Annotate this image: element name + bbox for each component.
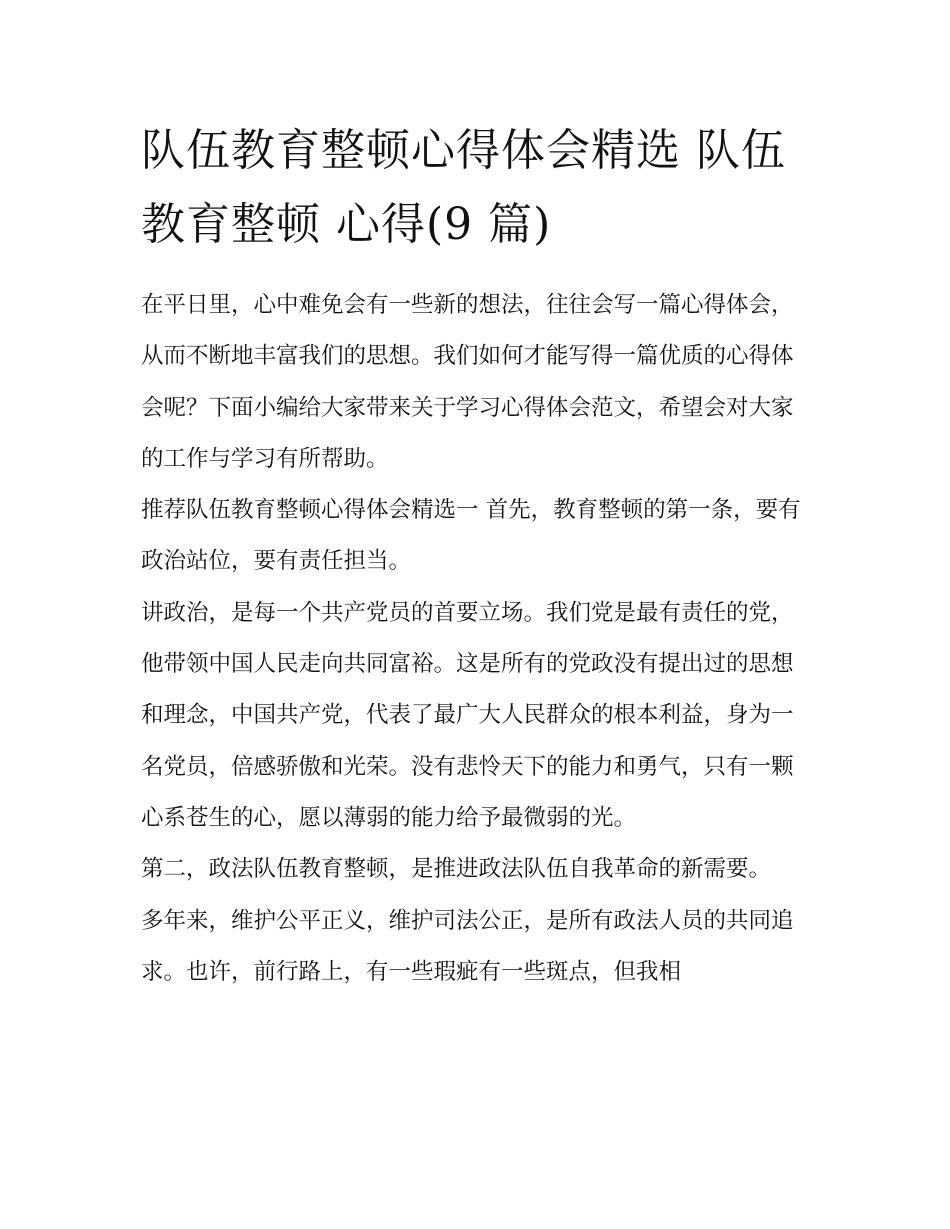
paragraph-justice: 多年来，维护公平正义，维护司法公正，是所有政法人员的共同追求。也许，前行路上，有一些瑕疵有一些斑点，但我相: [141, 907, 794, 985]
paragraph-first-point: 推荐队伍教育整顿心得体会精选一 首先，教育整顿的第一条，要有政治站位，要有责任担当。: [141, 497, 801, 575]
paragraph-politics: 讲政治，是每一个共产党员的首要立场。我们党是最有责任的党，他带领中国人民走向共同富裕。这是所有的党政没有提出过的思想和理念，中国共产党，代表了最广大人民群众的根本利益，身为一名党员，倍感骄傲和光荣。没有悲怜天下的能力和勇气，只有一颗心系苍生的心，愿以薄弱的能力给予最微弱的光。: [141, 599, 794, 831]
document-title: 队伍教育整顿心得体会精选 队伍教育整顿 心得(9 篇): [141, 125, 786, 250]
paragraph-second-point: 第二，政法队伍教育整顿，是推进政法队伍自我革命的新需要。: [141, 856, 772, 883]
paragraph-intro: 在平日里，心中难免会有一些新的想法，往往会写一篇心得体会，从而不断地丰富我们的思想。我们如何才能写得一篇优质的心得体会呢？下面小编给大家带来关于学习心得体会范文，希望会对大家的工作与学习有所帮助。: [141, 292, 794, 472]
document-body: [141, 280, 811, 998]
